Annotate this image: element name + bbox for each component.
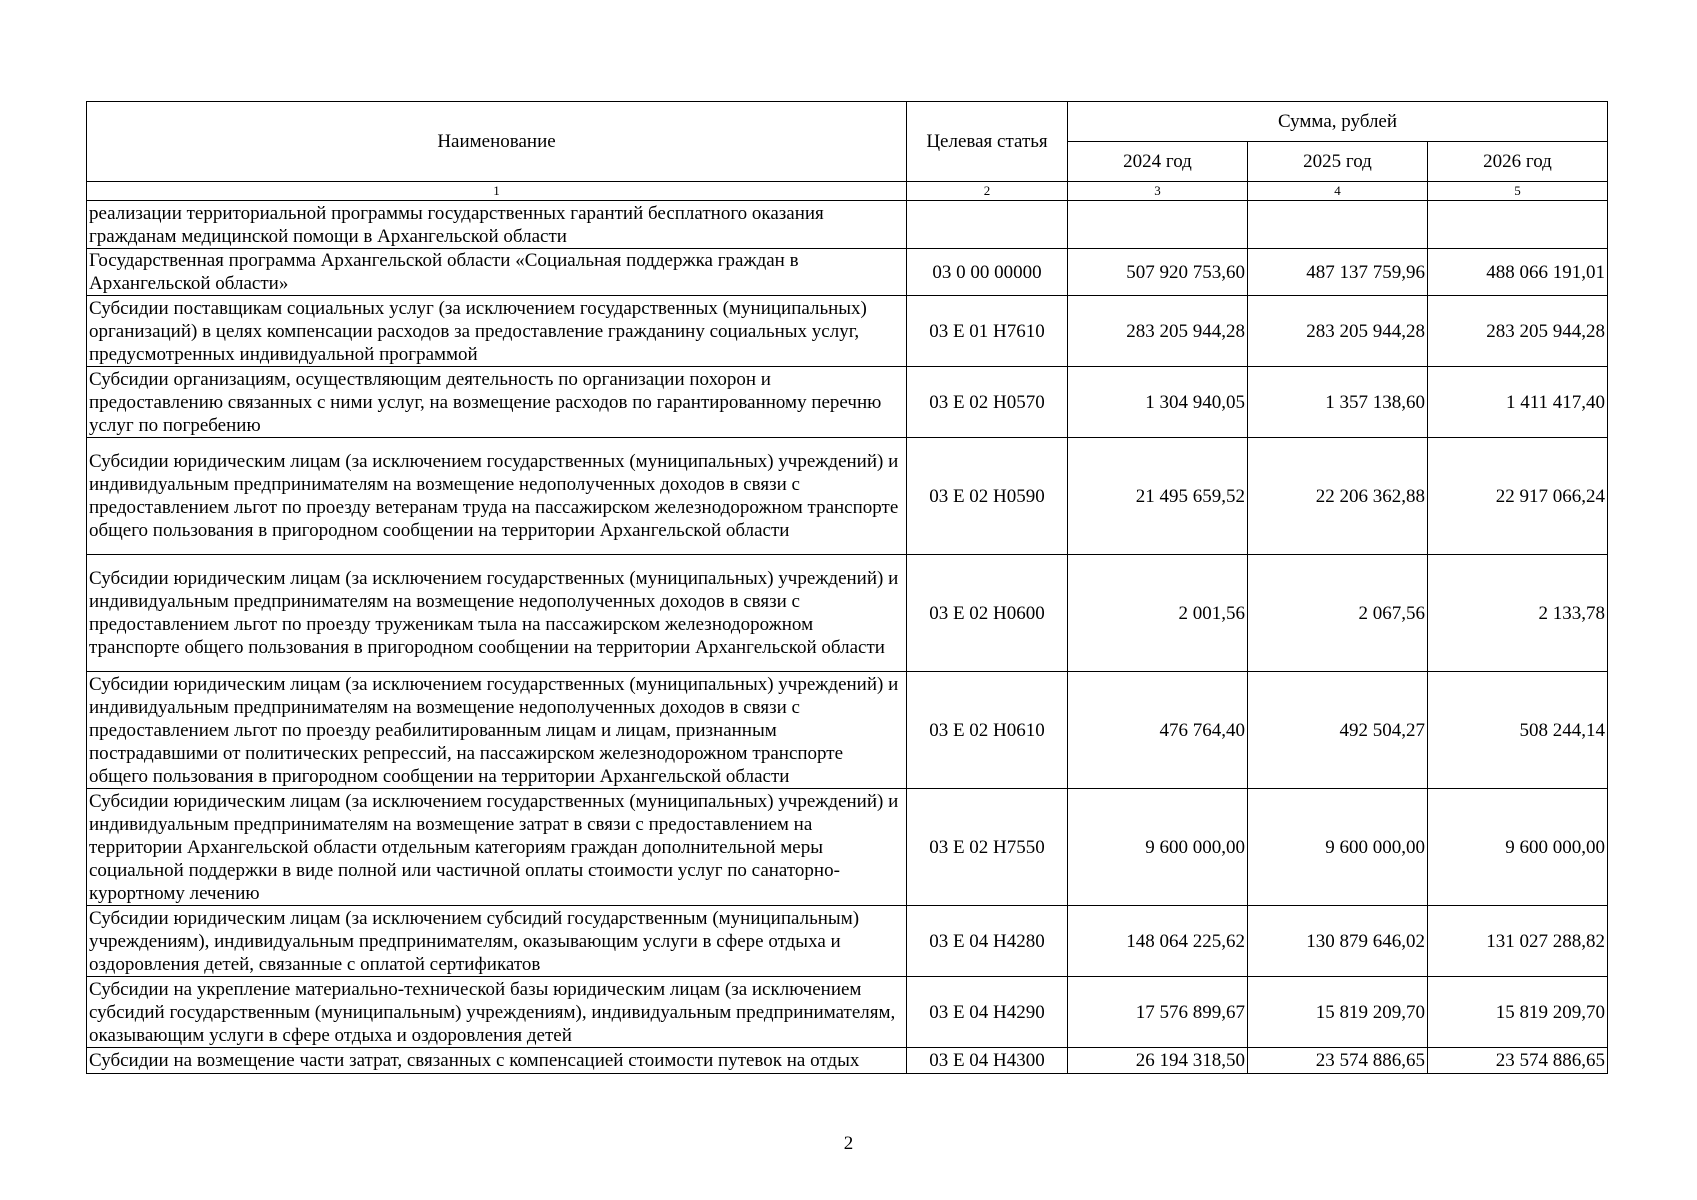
header-year-2024: 2024 год [1068,142,1248,182]
row-amount-2025: 130 879 646,02 [1248,906,1428,977]
header-name: Наименование [87,102,907,182]
row-code: 03 Е 04 Н4290 [907,977,1068,1048]
row-amount-2026: 15 819 209,70 [1428,977,1608,1048]
header-code: Целевая статья [907,102,1068,182]
row-name: Субсидии юридическим лицам (за исключением государственных (муниципальных) учреждений) и индивидуальным предпринимателям на возмещение затрат в связи с предоставлением на территории Архангельской области отдельным категориям граждан дополнительной меры социальной поддержки в виде полной или частичной оплаты стоимости услуг по санаторно-курортному лечению [87,789,907,906]
table-row [87,249,1608,296]
row-amount-2026: 283 205 944,28 [1428,296,1608,367]
row-amount-2024: 283 205 944,28 [1068,296,1248,367]
row-name: Субсидии юридическим лицам (за исключением государственных (муниципальных) учреждений) и индивидуальным предпринимателям на возмещение недополученных доходов в связи с предоставлением льгот по проезду реабилитированным лицам и лицам, признанным пострадавшими от политических репрессий, на пассажирском железнодорожном транспорте общего пользования в пригородном сообщении на территории Архангельской области [87,672,907,789]
row-amount-2026: 131 027 288,82 [1428,906,1608,977]
table-row [87,296,1608,367]
row-amount-2024: 2 001,56 [1068,555,1248,672]
table-row [87,555,1608,672]
header-year-2026: 2026 год [1428,142,1608,182]
row-name: Субсидии юридическим лицам (за исключением субсидий государственным (муниципальным) учреждениям), индивидуальным предпринимателям, оказывающим услуги в сфере отдыха и оздоровления детей, связанные с оплатой сертификатов [87,906,907,977]
row-name: Субсидии юридическим лицам (за исключением государственных (муниципальных) учреждений) и индивидуальным предпринимателям на возмещение недополученных доходов в связи с предоставлением льгот по проезду ветеранам труда на пассажирском железнодорожном транспорте общего пользования в пригородном сообщении на территории Архангельской области [87,438,907,555]
row-name: Субсидии на возмещение части затрат, связанных с компенсацией стоимости путевок на отдых [87,1048,907,1074]
row-code: 03 Е 02 Н0600 [907,555,1068,672]
row-amount-2024: 26 194 318,50 [1068,1048,1248,1074]
header-year-2025: 2025 год [1248,142,1428,182]
row-amount-2024: 9 600 000,00 [1068,789,1248,906]
row-amount-2025 [1248,201,1428,249]
row-amount-2024: 148 064 225,62 [1068,906,1248,977]
row-name: Субсидии юридическим лицам (за исключением государственных (муниципальных) учреждений) и индивидуальным предпринимателям на возмещение недополученных доходов в связи с предоставлением льгот по проезду труженикам тыла на пассажирском железнодорожном транспорте общего пользования в пригородном сообщении на территории Архангельской области [87,555,907,672]
row-code: 03 Е 02 Н0570 [907,367,1068,438]
table-row [87,1048,1608,1074]
row-name: Субсидии организациям, осуществляющим деятельность по организации похорон и предоставлению связанных с ними услуг, на возмещение расходов по гарантированному перечню услуг по погребению [87,367,907,438]
row-amount-2024: 21 495 659,52 [1068,438,1248,555]
row-amount-2025: 1 357 138,60 [1248,367,1428,438]
column-number: 4 [1248,182,1428,201]
row-code [907,201,1068,249]
row-code: 03 Е 04 Н4280 [907,906,1068,977]
row-amount-2025: 492 504,27 [1248,672,1428,789]
row-code: 03 Е 01 Н7610 [907,296,1068,367]
row-name: Субсидии поставщикам социальных услуг (за исключением государственных (муниципальных) организаций) в целях компенсации расходов за предоставление гражданину социальных услуг, предусмотренных индивидуальной программой [87,296,907,367]
column-number: 3 [1068,182,1248,201]
budget-table [86,101,1608,1074]
table-row [87,906,1608,977]
row-code: 03 Е 02 Н7550 [907,789,1068,906]
table-row [87,201,1608,249]
row-name: Государственная программа Архангельской области «Социальная поддержка граждан в Архангельской области» [87,249,907,296]
row-amount-2025: 22 206 362,88 [1248,438,1428,555]
row-code: 03 Е 04 Н4300 [907,1048,1068,1074]
row-amount-2026: 9 600 000,00 [1428,789,1608,906]
row-amount-2026: 508 244,14 [1428,672,1608,789]
row-amount-2026: 22 917 066,24 [1428,438,1608,555]
row-code: 03 0 00 00000 [907,249,1068,296]
table-row [87,789,1608,906]
row-amount-2025: 23 574 886,65 [1248,1048,1428,1074]
row-amount-2025: 2 067,56 [1248,555,1428,672]
row-code: 03 Е 02 Н0610 [907,672,1068,789]
column-number-row [87,182,1608,201]
row-amount-2026 [1428,201,1608,249]
column-number: 1 [87,182,907,201]
row-amount-2026: 488 066 191,01 [1428,249,1608,296]
row-amount-2024: 17 576 899,67 [1068,977,1248,1048]
row-amount-2024 [1068,201,1248,249]
row-name: реализации территориальной программы государственных гарантий бесплатного оказания гражданам медицинской помощи в Архангельской области [87,201,907,249]
column-number: 5 [1428,182,1608,201]
row-amount-2024: 1 304 940,05 [1068,367,1248,438]
row-amount-2025: 487 137 759,96 [1248,249,1428,296]
row-amount-2025: 15 819 209,70 [1248,977,1428,1048]
row-amount-2024: 507 920 753,60 [1068,249,1248,296]
row-amount-2026: 2 133,78 [1428,555,1608,672]
table-row [87,367,1608,438]
page-number: 2 [843,1133,854,1154]
table-row [87,438,1608,555]
column-number: 2 [907,182,1068,201]
row-code: 03 Е 02 Н0590 [907,438,1068,555]
row-amount-2025: 283 205 944,28 [1248,296,1428,367]
row-name: Субсидии на укрепление материально-технической базы юридическим лицам (за исключением субсидий государственным (муниципальным) учреждениям), индивидуальным предпринимателям, оказывающим услуги в сфере отдыха и оздоровления детей [87,977,907,1048]
row-amount-2024: 476 764,40 [1068,672,1248,789]
row-amount-2026: 1 411 417,40 [1428,367,1608,438]
table-row [87,672,1608,789]
row-amount-2025: 9 600 000,00 [1248,789,1428,906]
header-sum: Сумма, рублей [1068,102,1608,142]
header-row-top [87,102,1608,142]
table-row [87,977,1608,1048]
row-amount-2026: 23 574 886,65 [1428,1048,1608,1074]
